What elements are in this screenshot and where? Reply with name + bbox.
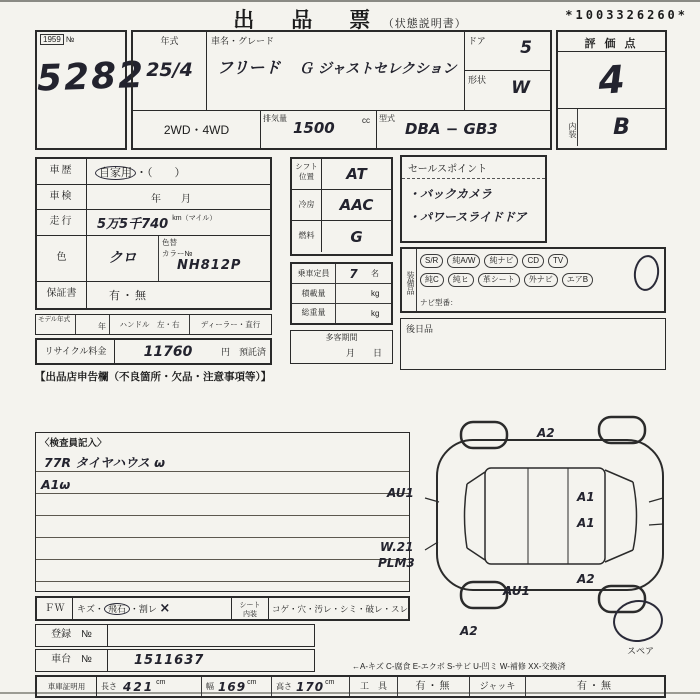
lot-stamp: 1959 <box>40 34 64 45</box>
equipment-check-circle <box>632 253 662 292</box>
equipment-side-label: 装備品 <box>402 249 417 311</box>
length-unit: cm <box>156 679 166 686</box>
equipment-box <box>400 247 666 313</box>
equipment-row-1 <box>420 254 568 268</box>
name-values <box>207 55 464 78</box>
lot-number: 5282 <box>36 54 146 100</box>
interior-label: 内装 <box>558 109 578 146</box>
later-items-box <box>400 318 666 370</box>
fw-items-post: ・割レ <box>129 604 157 614</box>
glass-seat-row <box>35 596 410 621</box>
rear-window-lines <box>465 472 486 560</box>
displacement-label: 排気量 <box>263 114 287 123</box>
fw-items-pre: キズ・ <box>77 604 104 614</box>
damage-annotation: A2 <box>577 572 595 586</box>
ruled-line <box>36 515 409 516</box>
lot-stamp-row <box>37 32 125 47</box>
year-label: 年式 <box>160 36 179 46</box>
damage-annotation: W.21 <box>380 540 414 554</box>
warranty-label: 保証書 <box>37 282 87 308</box>
color-change-label: 色替 <box>162 238 177 247</box>
ruled-line <box>36 559 409 560</box>
jack-label: ジャッキ <box>470 677 526 696</box>
declaration-label: 【出品店申告欄（不良箇所・欠品・注意事項等）】 <box>35 371 272 383</box>
seat-label: シート 内装 <box>231 598 269 619</box>
displacement-unit: cc <box>362 116 370 125</box>
equipment-item: 純ナビ <box>484 254 518 268</box>
damage-annotation: PLM3 <box>378 556 415 570</box>
garage-label: 車庫証明用 <box>37 677 97 696</box>
ruled-line <box>36 581 409 582</box>
tools-label: 工 具 <box>350 677 398 696</box>
damage-annotation: A1 <box>577 516 595 530</box>
recycle-suffix: 円 預託済 <box>220 347 266 357</box>
weight-unit: kg <box>371 309 380 318</box>
period-value: 月 日 <box>345 348 382 358</box>
period-label: 多客期間 <box>325 333 358 342</box>
ruled-line <box>36 537 409 538</box>
equipment-item: 革シート <box>478 273 520 287</box>
load-label: 積載量 <box>292 284 336 303</box>
row-shift <box>292 159 391 190</box>
door-label: ドア <box>468 36 486 46</box>
drive-cell <box>133 111 261 148</box>
recycle-value: 11760 <box>143 343 193 360</box>
drivetrain-table <box>290 157 393 256</box>
shift-label: シフト 位置 <box>292 159 322 189</box>
ruled-line <box>36 493 409 494</box>
sheet-subtitle: （状態説明書） <box>382 18 467 30</box>
seats-unit: 名 <box>371 269 379 278</box>
use-rest: ・（ ） <box>136 166 186 179</box>
row-odometer <box>37 210 270 236</box>
row-use <box>37 159 270 185</box>
door-lines <box>528 468 568 564</box>
car-diagram <box>378 378 695 660</box>
height-value: 170 <box>296 679 325 694</box>
odometer-unit: km（マイル） <box>172 215 217 222</box>
car-name: フリード <box>217 58 281 77</box>
model-year-label: モデル年式 <box>36 315 76 334</box>
width-label: 幅 <box>206 682 214 691</box>
wheel-rear-right <box>461 582 507 608</box>
barcode-number: *1003326260* <box>565 8 688 22</box>
sales-point-item-1: ・バックカメラ <box>408 187 493 201</box>
row-ac <box>292 190 391 221</box>
equipment-item: 純A/W <box>447 254 480 268</box>
chassis-row <box>35 649 315 672</box>
wheel-rear-left <box>461 422 507 448</box>
main-grid-bottom-row <box>133 110 550 148</box>
model-value: DBA − GB3 <box>405 120 498 138</box>
height-unit: cm <box>325 679 335 686</box>
annotation-pointer-lines <box>425 498 663 550</box>
jack-value: 有・無 <box>577 681 613 692</box>
color-label: 色 <box>37 236 87 281</box>
row-fuel <box>292 221 391 252</box>
row-seats <box>292 264 391 284</box>
damage-annotation: AU1 <box>503 584 530 598</box>
shape-label: 形状 <box>468 75 487 85</box>
weight-label: 総重量 <box>292 304 336 323</box>
height-cell <box>272 677 350 696</box>
windshield-lines <box>605 470 637 562</box>
equipment-item: エアB <box>562 273 593 287</box>
inspector-box <box>35 432 410 592</box>
lot-box <box>35 30 146 150</box>
sales-point-header: セールスポイント <box>402 157 545 179</box>
length-value: 421 <box>123 679 155 694</box>
car-body-outline <box>437 440 663 590</box>
length-cell <box>97 677 202 696</box>
history-table <box>35 157 272 310</box>
spare-tire-label: スペア <box>627 646 655 656</box>
name-cell <box>207 32 465 110</box>
name-label: 車名・グレード <box>211 36 275 46</box>
scan-edge-top <box>0 0 700 2</box>
inspector-note-1: 77R タイヤハウス ω <box>44 455 165 470</box>
use-circled: 自家用 <box>95 166 136 180</box>
displacement-value: 1500 <box>293 119 335 137</box>
equipment-row-2 <box>420 273 593 287</box>
inspection-value: 年 月 <box>151 193 191 205</box>
load-unit: kg <box>371 289 380 298</box>
inspector-header: 〈検査員記入〉 <box>40 438 107 449</box>
width-unit: cm <box>247 679 257 686</box>
main-grid <box>131 30 552 150</box>
navi-model-label: ナビ型番： <box>420 298 458 307</box>
seats-value: 7 <box>349 266 358 281</box>
color-value: クロ <box>87 236 159 281</box>
equipment-item: CD <box>522 254 544 268</box>
equipment-item: S/R <box>420 254 443 268</box>
row-warranty <box>37 282 270 308</box>
warranty-value: 有・無 <box>109 290 148 302</box>
dealer-label: ディーラー・直行 <box>200 320 261 329</box>
height-label: 高さ <box>276 682 292 691</box>
registration-label: 登録 № <box>36 625 108 646</box>
fuel-label: 燃料 <box>292 221 322 252</box>
damage-annotation: A2 <box>460 624 478 638</box>
lot-no-label: № <box>65 35 75 44</box>
fw-items-circled: 飛石 <box>104 603 130 615</box>
tools-value: 有・無 <box>398 677 470 696</box>
width-cell <box>202 677 272 696</box>
door-value: 5 <box>520 38 532 58</box>
row-load <box>292 284 391 304</box>
seat-items: コゲ・穴・汚レ・シミ・破レ・スレ <box>271 603 408 614</box>
equipment-item: 純C <box>420 273 444 287</box>
registration-row <box>35 624 315 647</box>
handle-label: ハンドル 左・右 <box>110 315 190 334</box>
shape-value: W <box>511 78 530 98</box>
recycle-label: リサイクル料金 <box>37 340 115 363</box>
drive-label: 2WD・4WD <box>163 123 230 137</box>
sheet-title: 出 品 票 <box>233 9 379 32</box>
fuel-value: G <box>350 227 363 246</box>
damage-annotation: A1 <box>577 490 595 504</box>
sales-point-box <box>400 155 547 243</box>
year-value: 25/4 <box>146 59 193 81</box>
odometer-value: 5万5千740 <box>97 217 169 232</box>
displacement-cell <box>261 111 377 148</box>
use-value <box>87 164 186 180</box>
ac-value: AAC <box>339 196 374 214</box>
equipment-item: TV <box>548 254 568 268</box>
shift-value: AT <box>346 165 367 183</box>
seats-label: 乗車定員 <box>292 264 336 283</box>
row-weight <box>292 304 391 323</box>
equipment-item: 外ナビ <box>524 273 558 287</box>
model-year-suffix: 年 <box>76 315 110 334</box>
interior-row <box>558 108 665 146</box>
later-items-label: 後日品 <box>406 324 434 334</box>
row-color <box>37 236 270 282</box>
recycle-row <box>35 338 272 365</box>
fw-items <box>73 601 231 616</box>
length-label: 長さ <box>101 682 117 691</box>
capacity-table <box>290 262 393 325</box>
fw-mark: × <box>159 601 171 616</box>
use-label: 車歴 <box>37 159 87 184</box>
score-box <box>556 30 667 150</box>
car-grade: Ｇ ジャストセレクション <box>298 61 457 77</box>
ac-label: 冷房 <box>292 190 322 220</box>
fw-label: ＦＷ <box>37 598 73 619</box>
score-label: 評 価 点 <box>558 32 665 52</box>
door-cell <box>465 32 550 71</box>
ruled-line <box>36 471 409 472</box>
inspection-label: 車検 <box>37 185 87 209</box>
model-cell <box>377 111 550 148</box>
color-sub <box>159 236 270 281</box>
damage-annotation: A2 <box>537 426 555 440</box>
equipment-item: 純ヒ <box>448 273 474 287</box>
damage-code-legend: ←A-キズ C-腐食 E-エクボ S-サビ U-凹ミ W-補修 XX-交換済 <box>352 662 566 671</box>
chassis-value: 1511637 <box>134 653 205 668</box>
sales-point-item-2: ・パワースライドドア <box>408 210 527 224</box>
model-row <box>35 314 272 335</box>
damage-annotation: AU1 <box>387 486 414 500</box>
inspector-note-2: A1ω <box>41 477 71 492</box>
garage-row <box>35 675 666 698</box>
color-no-value: NH812P <box>177 258 242 273</box>
year-cell <box>133 32 207 110</box>
color-no-label: カラー№ <box>162 249 193 258</box>
row-inspection <box>37 185 270 210</box>
shape-cell <box>465 71 550 110</box>
interior-value: B <box>613 115 630 140</box>
score-value: 4 <box>596 57 627 103</box>
model-label: 型式 <box>379 114 395 123</box>
period-box <box>290 330 393 364</box>
odometer-label: 走行 <box>37 210 87 235</box>
width-value: 169 <box>218 679 247 694</box>
chassis-label: 車台 № <box>36 650 108 671</box>
